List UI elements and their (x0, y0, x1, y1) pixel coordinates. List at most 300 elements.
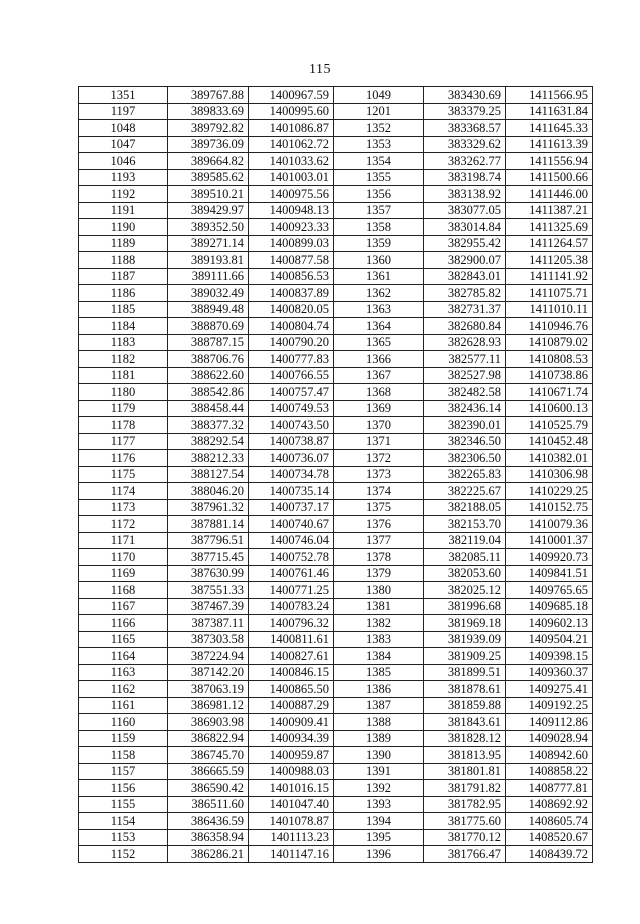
y-coordinate-left-cell: 1400877.58 (249, 252, 334, 269)
table-row (79, 813, 593, 830)
point-number-left-cell: 1174 (79, 483, 168, 500)
table-row (79, 301, 593, 318)
point-number-left-cell: 1182 (79, 351, 168, 368)
x-coordinate-left-cell: 388212.33 (168, 450, 249, 467)
y-coordinate-left-cell: 1400923.33 (249, 219, 334, 236)
y-coordinate-left-cell: 1401016.15 (249, 780, 334, 797)
y-coordinate-right-cell: 1411075.71 (506, 285, 593, 302)
table-row (79, 318, 593, 335)
x-coordinate-left-cell: 388458.44 (168, 400, 249, 417)
x-coordinate-left-cell: 386436.59 (168, 813, 249, 830)
table-row (79, 417, 593, 434)
point-number-right-cell: 1378 (334, 549, 424, 566)
x-coordinate-right-cell: 382306.50 (424, 450, 506, 467)
y-coordinate-left-cell: 1400887.29 (249, 697, 334, 714)
x-coordinate-left-cell: 388046.20 (168, 483, 249, 500)
point-number-right-cell: 1362 (334, 285, 424, 302)
y-coordinate-right-cell: 1410525.79 (506, 417, 593, 434)
table-row (79, 202, 593, 219)
y-coordinate-right-cell: 1409504.21 (506, 631, 593, 648)
y-coordinate-left-cell: 1400865.50 (249, 681, 334, 698)
table-row (79, 268, 593, 285)
y-coordinate-left-cell: 1400811.61 (249, 631, 334, 648)
point-number-right-cell: 1355 (334, 169, 424, 186)
y-coordinate-right-cell: 1411613.39 (506, 136, 593, 153)
y-coordinate-right-cell: 1411205.38 (506, 252, 593, 269)
table-row (79, 763, 593, 780)
table-row (79, 846, 593, 863)
point-number-right-cell: 1373 (334, 466, 424, 483)
point-number-right-cell: 1385 (334, 664, 424, 681)
point-number-left-cell: 1178 (79, 417, 168, 434)
point-number-right-cell: 1365 (334, 334, 424, 351)
y-coordinate-right-cell: 1408605.74 (506, 813, 593, 830)
point-number-right-cell: 1375 (334, 499, 424, 516)
y-coordinate-left-cell: 1401062.72 (249, 136, 334, 153)
y-coordinate-right-cell: 1409192.25 (506, 697, 593, 714)
x-coordinate-right-cell: 382628.93 (424, 334, 506, 351)
x-coordinate-left-cell: 389736.09 (168, 136, 249, 153)
point-number-right-cell: 1049 (334, 87, 424, 104)
y-coordinate-right-cell: 1409398.15 (506, 648, 593, 665)
point-number-left-cell: 1162 (79, 681, 168, 698)
table-row (79, 285, 593, 302)
x-coordinate-left-cell: 388542.86 (168, 384, 249, 401)
x-coordinate-left-cell: 388870.69 (168, 318, 249, 335)
point-number-right-cell: 1357 (334, 202, 424, 219)
table-row (79, 697, 593, 714)
x-coordinate-right-cell: 383138.92 (424, 186, 506, 203)
y-coordinate-left-cell: 1400837.89 (249, 285, 334, 302)
point-number-left-cell: 1186 (79, 285, 168, 302)
y-coordinate-right-cell: 1409275.41 (506, 681, 593, 698)
x-coordinate-right-cell: 383430.69 (424, 87, 506, 104)
x-coordinate-right-cell: 382025.12 (424, 582, 506, 599)
point-number-left-cell: 1154 (79, 813, 168, 830)
y-coordinate-left-cell: 1400975.56 (249, 186, 334, 203)
x-coordinate-right-cell: 381996.68 (424, 598, 506, 615)
y-coordinate-left-cell: 1400736.07 (249, 450, 334, 467)
y-coordinate-right-cell: 1410738.86 (506, 367, 593, 384)
x-coordinate-left-cell: 388787.15 (168, 334, 249, 351)
table-row (79, 136, 593, 153)
x-coordinate-right-cell: 381859.88 (424, 697, 506, 714)
page-number: 115 (309, 62, 331, 77)
point-number-right-cell: 1369 (334, 400, 424, 417)
y-coordinate-left-cell: 1401147.16 (249, 846, 334, 863)
y-coordinate-right-cell: 1411556.94 (506, 153, 593, 170)
point-number-right-cell: 1389 (334, 730, 424, 747)
y-coordinate-right-cell: 1410452.48 (506, 433, 593, 450)
y-coordinate-left-cell: 1400856.53 (249, 268, 334, 285)
y-coordinate-right-cell: 1408942.60 (506, 747, 593, 764)
point-number-left-cell: 1172 (79, 516, 168, 533)
point-number-right-cell: 1381 (334, 598, 424, 615)
y-coordinate-left-cell: 1400777.83 (249, 351, 334, 368)
point-number-right-cell: 1363 (334, 301, 424, 318)
x-coordinate-right-cell: 382900.07 (424, 252, 506, 269)
y-coordinate-left-cell: 1400783.24 (249, 598, 334, 615)
point-number-left-cell: 1185 (79, 301, 168, 318)
y-coordinate-left-cell: 1401047.40 (249, 796, 334, 813)
point-number-right-cell: 1366 (334, 351, 424, 368)
y-coordinate-right-cell: 1408520.67 (506, 829, 593, 846)
x-coordinate-left-cell: 386745.70 (168, 747, 249, 764)
table-row (79, 351, 593, 368)
point-number-left-cell: 1152 (79, 846, 168, 863)
point-number-right-cell: 1354 (334, 153, 424, 170)
point-number-left-cell: 1180 (79, 384, 168, 401)
x-coordinate-right-cell: 382731.37 (424, 301, 506, 318)
point-number-left-cell: 1171 (79, 532, 168, 549)
y-coordinate-right-cell: 1411141.92 (506, 268, 593, 285)
point-number-right-cell: 1374 (334, 483, 424, 500)
table-row (79, 648, 593, 665)
point-number-right-cell: 1358 (334, 219, 424, 236)
y-coordinate-right-cell: 1409112.86 (506, 714, 593, 731)
table-row (79, 631, 593, 648)
x-coordinate-right-cell: 382577.11 (424, 351, 506, 368)
point-number-left-cell: 1187 (79, 268, 168, 285)
y-coordinate-left-cell: 1400796.32 (249, 615, 334, 632)
y-coordinate-left-cell: 1400988.03 (249, 763, 334, 780)
y-coordinate-left-cell: 1400790.20 (249, 334, 334, 351)
x-coordinate-right-cell: 382225.67 (424, 483, 506, 500)
y-coordinate-left-cell: 1400771.25 (249, 582, 334, 599)
y-coordinate-left-cell: 1400740.67 (249, 516, 334, 533)
point-number-left-cell: 1166 (79, 615, 168, 632)
x-coordinate-left-cell: 387063.19 (168, 681, 249, 698)
x-coordinate-left-cell: 386590.42 (168, 780, 249, 797)
point-number-right-cell: 1380 (334, 582, 424, 599)
point-number-left-cell: 1157 (79, 763, 168, 780)
table-row (79, 549, 593, 566)
x-coordinate-right-cell: 382119.04 (424, 532, 506, 549)
table-row (79, 153, 593, 170)
x-coordinate-right-cell: 381782.95 (424, 796, 506, 813)
point-number-left-cell: 1155 (79, 796, 168, 813)
x-coordinate-right-cell: 382265.83 (424, 466, 506, 483)
x-coordinate-right-cell: 383077.05 (424, 202, 506, 219)
table-row (79, 466, 593, 483)
point-number-left-cell: 1165 (79, 631, 168, 648)
y-coordinate-right-cell: 1410671.74 (506, 384, 593, 401)
y-coordinate-right-cell: 1409765.65 (506, 582, 593, 599)
point-number-left-cell: 1048 (79, 120, 168, 137)
y-coordinate-left-cell: 1400734.78 (249, 466, 334, 483)
point-number-left-cell: 1197 (79, 103, 168, 120)
x-coordinate-right-cell: 381843.61 (424, 714, 506, 731)
y-coordinate-right-cell: 1408692.92 (506, 796, 593, 813)
table-row (79, 235, 593, 252)
x-coordinate-right-cell: 381899.51 (424, 664, 506, 681)
x-coordinate-left-cell: 388706.76 (168, 351, 249, 368)
x-coordinate-right-cell: 383014.84 (424, 219, 506, 236)
point-number-right-cell: 1371 (334, 433, 424, 450)
x-coordinate-left-cell: 389510.21 (168, 186, 249, 203)
y-coordinate-right-cell: 1411446.00 (506, 186, 593, 203)
table-row (79, 582, 593, 599)
x-coordinate-left-cell: 388292.54 (168, 433, 249, 450)
x-coordinate-left-cell: 389429.97 (168, 202, 249, 219)
point-number-right-cell: 1377 (334, 532, 424, 549)
y-coordinate-right-cell: 1410229.25 (506, 483, 593, 500)
x-coordinate-left-cell: 389193.81 (168, 252, 249, 269)
y-coordinate-right-cell: 1411325.69 (506, 219, 593, 236)
x-coordinate-right-cell: 382346.50 (424, 433, 506, 450)
table-row (79, 664, 593, 681)
point-number-right-cell: 1382 (334, 615, 424, 632)
x-coordinate-left-cell: 387387.11 (168, 615, 249, 632)
point-number-left-cell: 1163 (79, 664, 168, 681)
table-row (79, 730, 593, 747)
point-number-right-cell: 1356 (334, 186, 424, 203)
table-row (79, 219, 593, 236)
y-coordinate-right-cell: 1408858.22 (506, 763, 593, 780)
table-row (79, 367, 593, 384)
x-coordinate-right-cell: 382053.60 (424, 565, 506, 582)
y-coordinate-left-cell: 1400934.39 (249, 730, 334, 747)
x-coordinate-left-cell: 388377.32 (168, 417, 249, 434)
x-coordinate-right-cell: 382482.58 (424, 384, 506, 401)
table-row (79, 169, 593, 186)
x-coordinate-right-cell: 383262.77 (424, 153, 506, 170)
y-coordinate-left-cell: 1400735.14 (249, 483, 334, 500)
point-number-right-cell: 1379 (334, 565, 424, 582)
point-number-right-cell: 1376 (334, 516, 424, 533)
table-row (79, 532, 593, 549)
point-number-left-cell: 1153 (79, 829, 168, 846)
x-coordinate-right-cell: 382955.42 (424, 235, 506, 252)
point-number-left-cell: 1169 (79, 565, 168, 582)
table-row (79, 103, 593, 120)
x-coordinate-left-cell: 386665.59 (168, 763, 249, 780)
x-coordinate-right-cell: 381775.60 (424, 813, 506, 830)
x-coordinate-left-cell: 387551.33 (168, 582, 249, 599)
y-coordinate-left-cell: 1400766.55 (249, 367, 334, 384)
table-row (79, 796, 593, 813)
x-coordinate-left-cell: 389833.69 (168, 103, 249, 120)
y-coordinate-left-cell: 1400804.74 (249, 318, 334, 335)
x-coordinate-left-cell: 389792.82 (168, 120, 249, 137)
point-number-left-cell: 1164 (79, 648, 168, 665)
point-number-right-cell: 1394 (334, 813, 424, 830)
point-number-left-cell: 1188 (79, 252, 168, 269)
x-coordinate-left-cell: 387303.58 (168, 631, 249, 648)
x-coordinate-right-cell: 382085.11 (424, 549, 506, 566)
x-coordinate-right-cell: 382680.84 (424, 318, 506, 335)
x-coordinate-right-cell: 381939.09 (424, 631, 506, 648)
point-number-left-cell: 1173 (79, 499, 168, 516)
x-coordinate-left-cell: 389032.49 (168, 285, 249, 302)
y-coordinate-left-cell: 1401033.62 (249, 153, 334, 170)
x-coordinate-right-cell: 381909.25 (424, 648, 506, 665)
point-number-left-cell: 1190 (79, 219, 168, 236)
x-coordinate-right-cell: 382843.01 (424, 268, 506, 285)
point-number-left-cell: 1193 (79, 169, 168, 186)
table-row (79, 384, 593, 401)
x-coordinate-left-cell: 387467.39 (168, 598, 249, 615)
x-coordinate-left-cell: 389271.14 (168, 235, 249, 252)
y-coordinate-right-cell: 1409685.18 (506, 598, 593, 615)
y-coordinate-right-cell: 1411566.95 (506, 87, 593, 104)
y-coordinate-left-cell: 1400738.87 (249, 433, 334, 450)
point-number-left-cell: 1189 (79, 235, 168, 252)
y-coordinate-right-cell: 1410079.36 (506, 516, 593, 533)
x-coordinate-right-cell: 381813.95 (424, 747, 506, 764)
y-coordinate-left-cell: 1400948.13 (249, 202, 334, 219)
y-coordinate-right-cell: 1409920.73 (506, 549, 593, 566)
y-coordinate-left-cell: 1400995.60 (249, 103, 334, 120)
x-coordinate-right-cell: 381969.18 (424, 615, 506, 632)
x-coordinate-left-cell: 389664.82 (168, 153, 249, 170)
y-coordinate-left-cell: 1400749.53 (249, 400, 334, 417)
y-coordinate-left-cell: 1401113.23 (249, 829, 334, 846)
point-number-left-cell: 1158 (79, 747, 168, 764)
table-row (79, 87, 593, 104)
table-row (79, 334, 593, 351)
table-row (79, 499, 593, 516)
table-row (79, 615, 593, 632)
point-number-left-cell: 1191 (79, 202, 168, 219)
point-number-left-cell: 1183 (79, 334, 168, 351)
x-coordinate-left-cell: 386286.21 (168, 846, 249, 863)
point-number-right-cell: 1370 (334, 417, 424, 434)
table-row (79, 565, 593, 582)
y-coordinate-left-cell: 1401003.01 (249, 169, 334, 186)
point-number-right-cell: 1201 (334, 103, 424, 120)
x-coordinate-right-cell: 383329.62 (424, 136, 506, 153)
y-coordinate-right-cell: 1409028.94 (506, 730, 593, 747)
y-coordinate-right-cell: 1411387.21 (506, 202, 593, 219)
y-coordinate-left-cell: 1400899.03 (249, 235, 334, 252)
point-number-right-cell: 1387 (334, 697, 424, 714)
point-number-right-cell: 1396 (334, 846, 424, 863)
y-coordinate-right-cell: 1408777.81 (506, 780, 593, 797)
x-coordinate-right-cell: 383198.74 (424, 169, 506, 186)
x-coordinate-right-cell: 382436.14 (424, 400, 506, 417)
table-row (79, 120, 593, 137)
table-row (79, 450, 593, 467)
point-number-right-cell: 1360 (334, 252, 424, 269)
y-coordinate-right-cell: 1410808.53 (506, 351, 593, 368)
y-coordinate-right-cell: 1410001.37 (506, 532, 593, 549)
table-row (79, 186, 593, 203)
point-number-left-cell: 1046 (79, 153, 168, 170)
point-number-left-cell: 1181 (79, 367, 168, 384)
y-coordinate-right-cell: 1411010.11 (506, 301, 593, 318)
y-coordinate-right-cell: 1410382.01 (506, 450, 593, 467)
point-number-right-cell: 1361 (334, 268, 424, 285)
point-number-left-cell: 1161 (79, 697, 168, 714)
coordinates-table-body (79, 87, 593, 863)
x-coordinate-left-cell: 386511.60 (168, 796, 249, 813)
point-number-right-cell: 1367 (334, 367, 424, 384)
x-coordinate-right-cell: 382153.70 (424, 516, 506, 533)
x-coordinate-left-cell: 386981.12 (168, 697, 249, 714)
x-coordinate-right-cell: 381770.12 (424, 829, 506, 846)
x-coordinate-left-cell: 387881.14 (168, 516, 249, 533)
x-coordinate-left-cell: 387961.32 (168, 499, 249, 516)
point-number-left-cell: 1177 (79, 433, 168, 450)
y-coordinate-left-cell: 1400743.50 (249, 417, 334, 434)
y-coordinate-right-cell: 1408439.72 (506, 846, 593, 863)
x-coordinate-right-cell: 381801.81 (424, 763, 506, 780)
point-number-left-cell: 1192 (79, 186, 168, 203)
point-number-right-cell: 1384 (334, 648, 424, 665)
point-number-left-cell: 1175 (79, 466, 168, 483)
point-number-right-cell: 1353 (334, 136, 424, 153)
point-number-left-cell: 1168 (79, 582, 168, 599)
x-coordinate-left-cell: 389767.88 (168, 87, 249, 104)
y-coordinate-right-cell: 1409602.13 (506, 615, 593, 632)
y-coordinate-left-cell: 1400909.41 (249, 714, 334, 731)
point-number-left-cell: 1167 (79, 598, 168, 615)
x-coordinate-left-cell: 386822.94 (168, 730, 249, 747)
point-number-left-cell: 1176 (79, 450, 168, 467)
point-number-left-cell: 1156 (79, 780, 168, 797)
point-number-right-cell: 1364 (334, 318, 424, 335)
point-number-left-cell: 1184 (79, 318, 168, 335)
point-number-left-cell: 1170 (79, 549, 168, 566)
y-coordinate-right-cell: 1410879.02 (506, 334, 593, 351)
table-row (79, 681, 593, 698)
x-coordinate-right-cell: 383379.25 (424, 103, 506, 120)
y-coordinate-left-cell: 1400757.47 (249, 384, 334, 401)
y-coordinate-right-cell: 1410152.75 (506, 499, 593, 516)
x-coordinate-right-cell: 383368.57 (424, 120, 506, 137)
x-coordinate-left-cell: 387796.51 (168, 532, 249, 549)
x-coordinate-right-cell: 382527.98 (424, 367, 506, 384)
x-coordinate-right-cell: 382390.01 (424, 417, 506, 434)
x-coordinate-left-cell: 387224.94 (168, 648, 249, 665)
y-coordinate-left-cell: 1401086.87 (249, 120, 334, 137)
y-coordinate-right-cell: 1411264.57 (506, 235, 593, 252)
x-coordinate-left-cell: 386358.94 (168, 829, 249, 846)
point-number-left-cell: 1160 (79, 714, 168, 731)
point-number-right-cell: 1388 (334, 714, 424, 731)
y-coordinate-right-cell: 1409360.37 (506, 664, 593, 681)
x-coordinate-left-cell: 389585.62 (168, 169, 249, 186)
y-coordinate-left-cell: 1400959.87 (249, 747, 334, 764)
table-row (79, 400, 593, 417)
point-number-right-cell: 1359 (334, 235, 424, 252)
y-coordinate-right-cell: 1410946.76 (506, 318, 593, 335)
point-number-right-cell: 1393 (334, 796, 424, 813)
y-coordinate-right-cell: 1410306.98 (506, 466, 593, 483)
y-coordinate-right-cell: 1411500.66 (506, 169, 593, 186)
x-coordinate-left-cell: 389352.50 (168, 219, 249, 236)
point-number-right-cell: 1390 (334, 747, 424, 764)
point-number-right-cell: 1386 (334, 681, 424, 698)
y-coordinate-left-cell: 1400737.17 (249, 499, 334, 516)
y-coordinate-right-cell: 1411645.33 (506, 120, 593, 137)
x-coordinate-right-cell: 382785.82 (424, 285, 506, 302)
point-number-left-cell: 1047 (79, 136, 168, 153)
x-coordinate-right-cell: 382188.05 (424, 499, 506, 516)
y-coordinate-left-cell: 1400820.05 (249, 301, 334, 318)
point-number-right-cell: 1368 (334, 384, 424, 401)
table-row (79, 829, 593, 846)
coordinates-table (78, 86, 593, 863)
x-coordinate-right-cell: 381828.12 (424, 730, 506, 747)
x-coordinate-right-cell: 381791.82 (424, 780, 506, 797)
x-coordinate-left-cell: 388127.54 (168, 466, 249, 483)
table-row (79, 747, 593, 764)
x-coordinate-right-cell: 381878.61 (424, 681, 506, 698)
y-coordinate-left-cell: 1400846.15 (249, 664, 334, 681)
table-row (79, 433, 593, 450)
